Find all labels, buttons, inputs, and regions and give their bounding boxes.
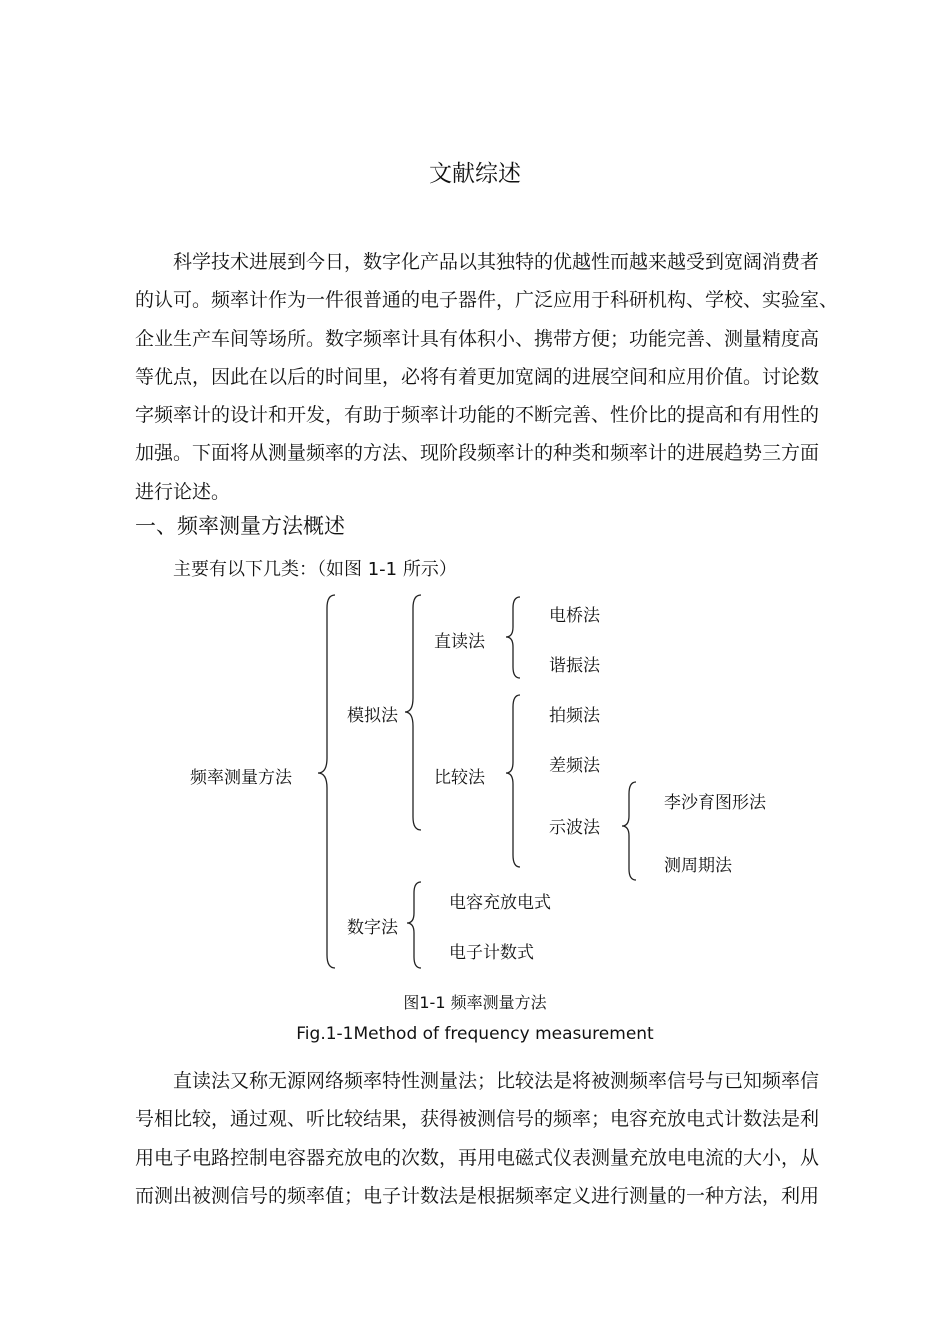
node-beat: 拍频法: [549, 706, 600, 726]
paragraph-line: 的认可。频率计作为一件很普通的电子器件，广泛应用于科研机构、学校、实验室、: [135, 289, 839, 312]
node-period: 测周期法: [664, 856, 732, 876]
paragraph-line: 企业生产车间等场所。数字频率计具有体积小、携带方便；功能完善、测量精度高: [135, 327, 820, 350]
brace-compare: [506, 695, 520, 867]
section-heading: 一、频率测量方法概述: [135, 514, 345, 538]
node-counter: 电子计数式: [449, 943, 534, 963]
node-scope: 示波法: [549, 818, 600, 838]
figure-caption-cn: 图1-1 频率测量方法: [403, 993, 547, 1012]
node-capacitor: 电容充放电式: [449, 893, 551, 913]
node-analog: 模拟法: [347, 706, 398, 726]
document-title: 文献综述: [429, 161, 521, 187]
brace-analog: [405, 595, 421, 830]
brace-digital: [407, 882, 421, 968]
node-resonance: 谐振法: [549, 656, 600, 676]
node-diff: 差频法: [549, 756, 600, 776]
paragraph-line: 用电子电路控制电容器充放电的次数，再用电磁式仪表测量充放电电流的大小，从: [135, 1146, 820, 1169]
paragraph-line: 科学技术进展到今日，数字化产品以其独特的优越性而越来越受到宽阔消费者: [135, 251, 820, 273]
paragraph-line: 号相比较，通过观、听比较结果，获得被测信号的频率；电容充放电式计数法是利: [135, 1108, 820, 1131]
paragraph-methods: [135, 1062, 835, 1215]
brace-root: [318, 595, 335, 968]
node-compare: 比较法: [434, 768, 485, 788]
node-digital: 数字法: [347, 918, 398, 938]
paragraph-line: 等优点，因此在以后的时间里，必将有着更加宽阔的进展空间和应用价值。讨论数: [135, 365, 820, 388]
section-intro: 主要有以下几类：（如图 1-1 所示）: [173, 559, 457, 580]
paragraph-line: 进行论述。: [135, 480, 231, 503]
node-root: 频率测量方法: [190, 768, 292, 788]
paragraph-line: 而测出被测信号的频率值；电子计数法是根据频率定义进行测量的一种方法，利用: [135, 1184, 820, 1207]
brace-direct: [506, 597, 520, 678]
brace-scope: [622, 782, 636, 880]
node-lissajous: 李沙育图形法: [664, 793, 766, 813]
node-direct: 直读法: [434, 632, 485, 652]
paragraph-line: 加强。下面将从测量频率的方法、现阶段频率计的种类和频率计的进展趋势三方面: [135, 442, 820, 465]
paragraph-line: 直读法又称无源网络频率特性测量法；比较法是将被测频率信号与已知频率信: [135, 1070, 820, 1092]
figure-caption-en: Fig.1-1Method of frequency measurement: [296, 1024, 654, 1044]
node-bridge: 电桥法: [549, 606, 600, 626]
paragraph-line: 字频率计的设计和开发，有助于频率计功能的不断完善、性价比的提高和有用性的: [135, 404, 820, 427]
